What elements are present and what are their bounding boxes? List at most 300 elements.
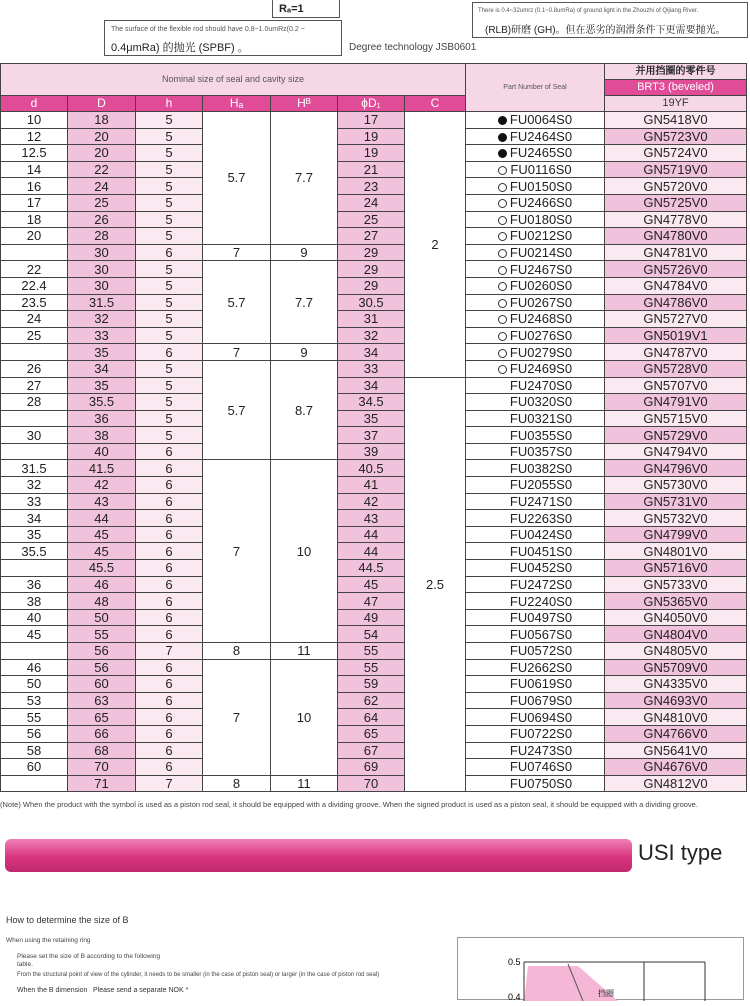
- cell-d: 58: [1, 742, 68, 759]
- part-number: FU0497S0: [509, 610, 573, 626]
- cell-D: 35: [68, 377, 136, 394]
- cell-backup: GN5715V0: [605, 410, 747, 427]
- part-number: FU0355S0: [509, 427, 573, 443]
- cell-backup: GN5733V0: [605, 576, 747, 593]
- part-number: FU0212S0: [509, 228, 573, 244]
- part-number: FU0619S0: [509, 676, 573, 692]
- cell-DI: 33: [338, 360, 405, 377]
- cell-backup: GN5726V0: [605, 261, 747, 278]
- cell-D: 55: [68, 626, 136, 643]
- cell-backup: GN4812V0: [605, 775, 747, 792]
- cell-backup: GN5725V0: [605, 194, 747, 211]
- cell-part: [466, 194, 605, 211]
- cell-d: 27: [1, 377, 68, 394]
- cell-D: 25: [68, 194, 136, 211]
- cell-h: 5: [136, 410, 203, 427]
- cell-DI: 55: [338, 643, 405, 660]
- cell-backup: GN5731V0: [605, 493, 747, 510]
- table-row: [1, 360, 747, 377]
- cell-backup: GN4804V0: [605, 626, 747, 643]
- cell-DI: 42: [338, 493, 405, 510]
- cell-DI: 44: [338, 543, 405, 560]
- cell-part: [466, 576, 605, 593]
- cell-DI: 29: [338, 277, 405, 294]
- cell-backup: GN4801V0: [605, 543, 747, 560]
- cell-part: [466, 410, 605, 427]
- cell-d: 17: [1, 194, 68, 211]
- cell-part: [466, 277, 605, 294]
- cell-part: [466, 244, 605, 261]
- table-row: [1, 626, 747, 643]
- cell-D: 30: [68, 261, 136, 278]
- cell-backup: GN4794V0: [605, 443, 747, 460]
- cell-backup: GN5730V0: [605, 477, 747, 494]
- cell-DI: 30.5: [338, 294, 405, 311]
- cell-h: 5: [136, 145, 203, 162]
- table-row: [1, 178, 747, 195]
- cell-part: [466, 759, 605, 776]
- cell-h: 6: [136, 759, 203, 776]
- cell-h: 6: [136, 676, 203, 693]
- cell-part: [466, 161, 605, 178]
- col-C: C: [405, 96, 466, 112]
- cell-h: 6: [136, 576, 203, 593]
- cell-D: 71: [68, 775, 136, 792]
- cell-d: 32: [1, 477, 68, 494]
- col-HB: Hᴮ: [271, 96, 338, 112]
- cell-d: 22.4: [1, 277, 68, 294]
- cell-part: [466, 294, 605, 311]
- cell-D: 24: [68, 178, 136, 195]
- table-row: [1, 161, 747, 178]
- cell-DI: 64: [338, 709, 405, 726]
- part-number: FU0180S0: [509, 211, 573, 227]
- cell-DI: 37: [338, 427, 405, 444]
- cell-D: 33: [68, 327, 136, 344]
- cell-h: 6: [136, 725, 203, 742]
- cell-d: 22: [1, 261, 68, 278]
- part-number: FU2469S0: [509, 361, 573, 377]
- cell-backup: GN5709V0: [605, 659, 747, 676]
- table-row: [1, 128, 747, 145]
- backup-header-cjk: 并用挡圈的零件号: [605, 64, 747, 80]
- cell-D: 20: [68, 145, 136, 162]
- cell-DI: 47: [338, 593, 405, 610]
- filled-circle-icon: [498, 149, 507, 158]
- cell-d: [1, 560, 68, 577]
- cell-backup: GN5716V0: [605, 560, 747, 577]
- cell-HA: 8: [203, 643, 271, 660]
- table-row: [1, 576, 747, 593]
- hollow-circle-icon: [498, 232, 507, 241]
- cell-part: [466, 344, 605, 361]
- cell-D: 50: [68, 609, 136, 626]
- cell-h: 5: [136, 294, 203, 311]
- cell-d: 31.5: [1, 460, 68, 477]
- cell-part: [466, 775, 605, 792]
- cell-part: [466, 360, 605, 377]
- cell-h: 6: [136, 692, 203, 709]
- part-number: FU2263S0: [509, 510, 573, 526]
- table-row: [1, 526, 747, 543]
- table-row: [1, 194, 747, 211]
- cell-d: 25: [1, 327, 68, 344]
- cell-part: [466, 178, 605, 195]
- cell-part: [466, 128, 605, 145]
- hollow-circle-icon: [498, 349, 507, 358]
- cell-HA: 7: [203, 460, 271, 643]
- part-number: FU2465S0: [509, 145, 573, 161]
- part-number: FU0214S0: [509, 245, 573, 261]
- seal-size-table: [0, 63, 747, 792]
- cell-d: 53: [1, 692, 68, 709]
- cell-DI: 34: [338, 377, 405, 394]
- cell-DI: 21: [338, 161, 405, 178]
- col-HA: Hₐ: [203, 96, 271, 112]
- cell-D: 56: [68, 659, 136, 676]
- cell-D: 40: [68, 443, 136, 460]
- surface-note: The surface of the flexible rod should have 0.8~1.0umRz(0.2 ~: [111, 26, 305, 33]
- cell-DI: 23: [338, 178, 405, 195]
- table-row: [1, 410, 747, 427]
- cell-D: 46: [68, 576, 136, 593]
- cell-d: [1, 443, 68, 460]
- cell-d: 18: [1, 211, 68, 228]
- table-row: [1, 643, 747, 660]
- cell-part: [466, 377, 605, 394]
- cell-h: 6: [136, 510, 203, 527]
- cell-backup: GN4796V0: [605, 460, 747, 477]
- table-row: [1, 759, 747, 776]
- table-row: [1, 493, 747, 510]
- cell-d: 50: [1, 676, 68, 693]
- cell-part: [466, 460, 605, 477]
- cell-backup: GN5418V0: [605, 112, 747, 129]
- cell-DI: 39: [338, 443, 405, 460]
- cell-D: 30: [68, 244, 136, 261]
- cell-h: 6: [136, 493, 203, 510]
- cell-DI: 41: [338, 477, 405, 494]
- cell-backup: GN5720V0: [605, 178, 747, 195]
- cell-D: 18: [68, 112, 136, 129]
- cell-backup: GN4050V0: [605, 609, 747, 626]
- howto-line3: From the structural point of view of the cylinder, it needs to be smaller (in the case of piston seal) or larger (in the case of piston rod seal): [17, 972, 380, 978]
- cell-d: 10: [1, 112, 68, 129]
- howto-line5: Please send a separate NOK *: [93, 987, 189, 994]
- part-number: FU2468S0: [509, 311, 573, 327]
- cell-h: 5: [136, 427, 203, 444]
- cell-h: 5: [136, 261, 203, 278]
- hollow-circle-icon: [498, 249, 507, 258]
- table-row: [1, 427, 747, 444]
- howto-line4: When the B dimension: [17, 987, 88, 994]
- cell-backup: GN5732V0: [605, 510, 747, 527]
- cell-backup: GN5019V1: [605, 327, 747, 344]
- cell-h: 7: [136, 775, 203, 792]
- hollow-circle-icon: [498, 183, 507, 192]
- part-number: FU2055S0: [509, 477, 573, 493]
- table-row: [1, 676, 747, 693]
- cell-h: 5: [136, 311, 203, 328]
- cell-D: 43: [68, 493, 136, 510]
- cell-DI: 59: [338, 676, 405, 693]
- part-number: FU0572S0: [509, 643, 573, 659]
- cell-D: 26: [68, 211, 136, 228]
- mini-chart: [458, 938, 745, 1001]
- table-row: [1, 775, 747, 792]
- cell-D: 22: [68, 161, 136, 178]
- cell-backup: GN5728V0: [605, 360, 747, 377]
- howto-line1: When using the retaining ring: [6, 937, 91, 944]
- table-row: [1, 394, 747, 411]
- cell-D: 20: [68, 128, 136, 145]
- cell-backup: GN4787V0: [605, 344, 747, 361]
- cell-h: 6: [136, 344, 203, 361]
- part-number: FU0452S0: [509, 560, 573, 576]
- cell-backup: GN4676V0: [605, 759, 747, 776]
- part-number: FU0746S0: [509, 759, 573, 775]
- cell-D: 45: [68, 543, 136, 560]
- cell-DI: 29: [338, 244, 405, 261]
- part-number: FU2471S0: [509, 493, 573, 509]
- cell-h: 5: [136, 228, 203, 245]
- filled-circle-icon: [498, 116, 507, 125]
- cell-part: [466, 643, 605, 660]
- cell-backup: GN4335V0: [605, 676, 747, 693]
- mini-chart-label: 挡圈: [598, 989, 614, 998]
- cell-HB: 11: [271, 775, 338, 792]
- col-d: d: [1, 96, 68, 112]
- cell-part: [466, 228, 605, 245]
- part-number: FU2467S0: [509, 261, 573, 277]
- cell-HB: 7.7: [271, 261, 338, 344]
- table-row: [1, 709, 747, 726]
- cell-part: [466, 626, 605, 643]
- mini-chart-tick-04: 0.4: [508, 992, 521, 1001]
- cell-D: 44: [68, 510, 136, 527]
- cell-h: 6: [136, 626, 203, 643]
- surface-note-cjk: 0.4μmRa) 的抛光 (SPBF) 。: [111, 42, 249, 54]
- part-number: FU0357S0: [509, 444, 573, 460]
- part-number: FU0116S0: [510, 162, 572, 178]
- cell-part: [466, 427, 605, 444]
- cell-HA: 5.7: [203, 112, 271, 245]
- table-row: [1, 261, 747, 278]
- cell-DI: 24: [338, 194, 405, 211]
- part-number: FU2662S0: [509, 659, 573, 675]
- formula-fragment: Rₐ=1: [279, 3, 304, 15]
- cell-HA: 7: [203, 244, 271, 261]
- cell-HB: 10: [271, 659, 338, 775]
- table-row: [1, 228, 747, 245]
- cell-part: [466, 676, 605, 693]
- cell-DI: 62: [338, 692, 405, 709]
- cell-h: 5: [136, 360, 203, 377]
- cell-h: 6: [136, 609, 203, 626]
- cell-backup: GN4791V0: [605, 394, 747, 411]
- cell-backup: GN5723V0: [605, 128, 747, 145]
- cell-d: 56: [1, 725, 68, 742]
- cell-d: 35: [1, 526, 68, 543]
- mini-chart-tick-05: 0.5: [508, 957, 521, 967]
- cell-d: 45: [1, 626, 68, 643]
- table-row: [1, 294, 747, 311]
- cell-HB: 9: [271, 344, 338, 361]
- part-number: FU0382S0: [509, 460, 573, 476]
- cell-d: 28: [1, 394, 68, 411]
- table-row: [1, 211, 747, 228]
- part-number: FU0694S0: [509, 709, 573, 725]
- cell-h: 5: [136, 377, 203, 394]
- part-number: FU0260S0: [509, 278, 573, 294]
- cell-d: [1, 643, 68, 660]
- howto-title: How to determine the size of B: [6, 915, 129, 925]
- degree-text: Degree technology JSB0601: [349, 42, 477, 53]
- cell-backup: GN4805V0: [605, 643, 747, 660]
- surface-note-box: [104, 20, 342, 56]
- cell-h: 6: [136, 560, 203, 577]
- part-number: FU0321S0: [509, 410, 573, 426]
- cell-d: [1, 244, 68, 261]
- cell-part: [466, 112, 605, 129]
- cell-d: 24: [1, 311, 68, 328]
- table-row: [1, 692, 747, 709]
- cell-d: 40: [1, 609, 68, 626]
- cell-HA: 5.7: [203, 360, 271, 460]
- cell-DI: 54: [338, 626, 405, 643]
- cell-backup: GN4778V0: [605, 211, 747, 228]
- cell-d: 60: [1, 759, 68, 776]
- cell-HB: 7.7: [271, 112, 338, 245]
- cell-backup: GN4786V0: [605, 294, 747, 311]
- part-header: Part Number of Seal: [466, 64, 605, 112]
- col-h: h: [136, 96, 203, 112]
- cell-D: 45.5: [68, 560, 136, 577]
- cell-DI: 35: [338, 410, 405, 427]
- cell-backup: GN5707V0: [605, 377, 747, 394]
- cell-part: [466, 327, 605, 344]
- cell-d: 12: [1, 128, 68, 145]
- cell-DI: 25: [338, 211, 405, 228]
- cell-h: 7: [136, 643, 203, 660]
- cell-part: [466, 526, 605, 543]
- cell-part: [466, 311, 605, 328]
- cell-C: 2.5: [405, 377, 466, 792]
- cell-h: 6: [136, 443, 203, 460]
- cell-d: 30: [1, 427, 68, 444]
- cell-HA: 7: [203, 659, 271, 775]
- cell-D: 68: [68, 742, 136, 759]
- cell-part: [466, 145, 605, 162]
- cell-part: [466, 510, 605, 527]
- cell-D: 38: [68, 427, 136, 444]
- hollow-circle-icon: [498, 266, 507, 275]
- cell-part: [466, 261, 605, 278]
- cell-h: 5: [136, 277, 203, 294]
- cell-d: 55: [1, 709, 68, 726]
- part-number: FU2473S0: [509, 742, 573, 758]
- part-number: FU0276S0: [509, 328, 573, 344]
- table-row: [1, 510, 747, 527]
- part-number: FU2472S0: [509, 576, 573, 592]
- table-row: [1, 277, 747, 294]
- cell-D: 31.5: [68, 294, 136, 311]
- cell-h: 5: [136, 327, 203, 344]
- hollow-circle-icon: [498, 315, 507, 324]
- cell-backup: GN4693V0: [605, 692, 747, 709]
- cell-h: 6: [136, 543, 203, 560]
- cell-DI: 17: [338, 112, 405, 129]
- part-number: FU2240S0: [509, 593, 573, 609]
- cell-backup: GN4784V0: [605, 277, 747, 294]
- cell-h: 6: [136, 460, 203, 477]
- cell-HA: 8: [203, 775, 271, 792]
- table-row: [1, 145, 747, 162]
- cell-backup: GN4810V0: [605, 709, 747, 726]
- hollow-circle-icon: [498, 332, 507, 341]
- cell-d: 23.5: [1, 294, 68, 311]
- cell-backup: GN4780V0: [605, 228, 747, 245]
- cell-DI: 65: [338, 725, 405, 742]
- cell-C: 2: [405, 112, 466, 378]
- cell-HB: 8.7: [271, 360, 338, 460]
- cell-h: 5: [136, 112, 203, 129]
- table-row: [1, 327, 747, 344]
- cell-h: 5: [136, 161, 203, 178]
- cell-backup: GN5641V0: [605, 742, 747, 759]
- cell-DI: 40.5: [338, 460, 405, 477]
- cell-D: 41.5: [68, 460, 136, 477]
- backup-header-en: BRT3 (beveled): [605, 80, 747, 96]
- cell-backup: GN4766V0: [605, 725, 747, 742]
- cell-part: [466, 477, 605, 494]
- part-number: FU0267S0: [509, 294, 573, 310]
- table-note: (Note) When the product with the symbol is used as a piston rod seal, it should be equipped with a dividing groove. When the signed product is used as a piston seal, it should be equipped with a dividing groove.: [0, 800, 698, 809]
- table-row: [1, 443, 747, 460]
- hollow-circle-icon: [498, 199, 507, 208]
- part-number: FU0679S0: [509, 693, 573, 709]
- cell-D: 32: [68, 311, 136, 328]
- cell-D: 42: [68, 477, 136, 494]
- hollow-circle-icon: [498, 166, 507, 175]
- cell-DI: 31: [338, 311, 405, 328]
- cell-h: 5: [136, 394, 203, 411]
- table-row: [1, 543, 747, 560]
- cell-h: 6: [136, 477, 203, 494]
- cell-DI: 55: [338, 659, 405, 676]
- table-row: [1, 593, 747, 610]
- cell-d: [1, 775, 68, 792]
- cell-part: [466, 493, 605, 510]
- cell-part: [466, 659, 605, 676]
- cell-backup: GN4799V0: [605, 526, 747, 543]
- table-row: [1, 112, 747, 129]
- right-note-small: There is 0.4~32umrz (0.1~0.8umRa) of ground light in the Zhouzhi of Qijiang River.: [478, 8, 699, 14]
- cell-D: 60: [68, 676, 136, 693]
- cell-HB: 9: [271, 244, 338, 261]
- part-number: FU0279S0: [509, 344, 573, 360]
- cell-DI: 69: [338, 759, 405, 776]
- cell-h: 6: [136, 659, 203, 676]
- mini-chart-frame: [457, 937, 744, 1000]
- cell-h: 6: [136, 709, 203, 726]
- cell-D: 63: [68, 692, 136, 709]
- part-number: FU0064S0: [509, 112, 573, 128]
- cell-DI: 34.5: [338, 394, 405, 411]
- hollow-circle-icon: [498, 216, 507, 225]
- part-number: FU0722S0: [509, 726, 573, 742]
- cell-DI: 32: [338, 327, 405, 344]
